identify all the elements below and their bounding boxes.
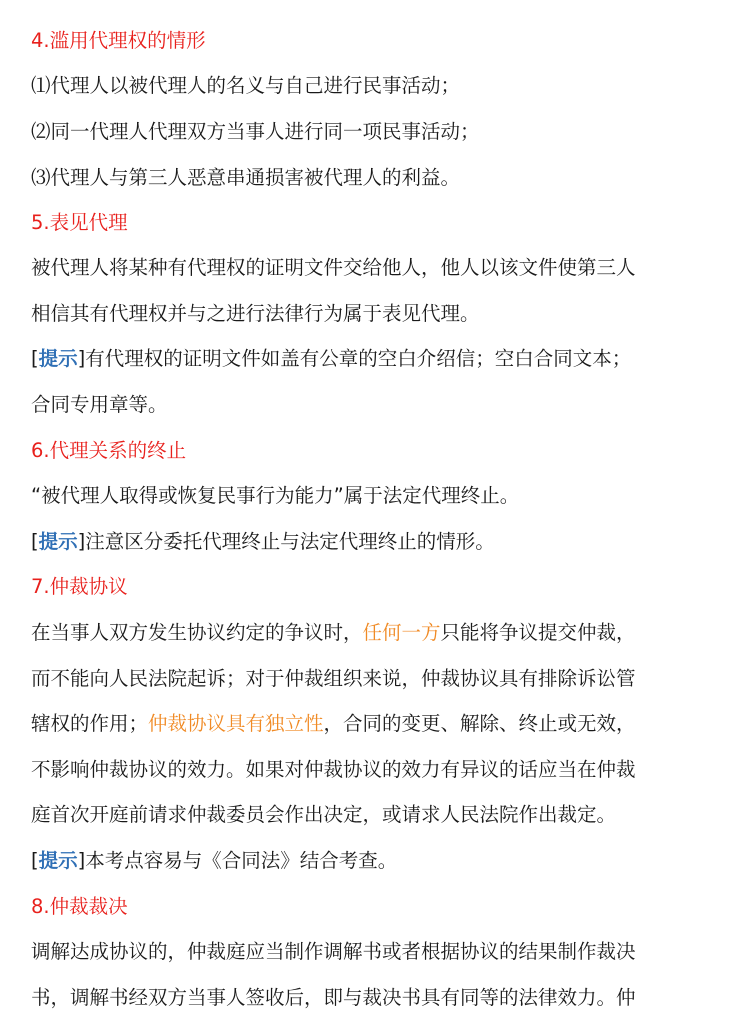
section-5-body-line-2: 相信其有代理权并与之进行法律行为属于表见代理。	[31, 302, 480, 325]
tip-close-bracket: ]	[77, 347, 86, 370]
section-7-line-3-c: ，合同的变更、解除、终止或无效，	[323, 712, 636, 735]
tip-open-bracket: [	[31, 849, 39, 872]
section-7-line-1-a: 在当事人双方发生协议约定的争议时，	[31, 621, 363, 644]
section-7-line-1-c: 只能将争议提交仲裁，	[440, 621, 636, 644]
section-7-line-5: 庭首次开庭前请求仲裁委员会作出决定，或请求人民法院作出裁定。	[31, 803, 617, 826]
section-7-line-3-a: 辖权的作用；	[31, 712, 149, 735]
tip-close-bracket: ]	[77, 530, 86, 553]
section-8-body-line-1: 调解达成协议的，仲裁庭应当制作调解书或者根据协议的结果制作裁决	[31, 940, 636, 963]
section-7-highlight-any-party: 任何一方	[362, 621, 441, 644]
tip-label: 提示	[38, 347, 78, 370]
section-5-title: 5.表见代理	[31, 211, 128, 234]
section-6-title: 6.代理关系的终止	[31, 439, 187, 462]
section-7-tip-line	[31, 846, 397, 876]
section-4-item-3: ⑶代理人与第三人恶意串通损害被代理人的利益。	[31, 166, 461, 189]
section-7-line-3	[31, 709, 636, 739]
section-4-item-2: ⑵同一代理人代理双方当事人进行同一项民事活动；	[31, 120, 480, 143]
section-4-title: 4.滥用代理权的情形	[31, 29, 206, 52]
section-7-line-2: 而不能向人民法院起诉；对于仲裁组织来说，仲裁协议具有排除诉讼管	[31, 667, 636, 690]
section-8-title: 8.仲裁裁决	[31, 895, 128, 918]
section-7-title: 7.仲裁协议	[31, 575, 128, 598]
section-6-tip-line	[31, 527, 495, 557]
section-5-body-line-1: 被代理人将某种有代理权的证明文件交给他人，他人以该文件使第三人	[31, 256, 636, 279]
tip-label: 提示	[38, 530, 78, 553]
section-4-item-1: ⑴代理人以被代理人的名义与自己进行民事活动；	[31, 74, 461, 97]
section-7-line-1	[31, 618, 636, 648]
section-8-body-line-2: 书，调解书经双方当事人签收后，即与裁决书具有同等的法律效力。仲	[31, 986, 636, 1009]
section-6-tip-text: 注意区分委托代理终止与法定代理终止的情形。	[85, 530, 495, 553]
section-5-tip-line-2: 合同专用章等。	[31, 393, 168, 416]
section-7-highlight-independence: 仲裁协议具有独立性	[148, 712, 324, 735]
section-5-tip-line-1	[31, 344, 631, 374]
section-5-tip-text-1: 有代理权的证明文件如盖有公章的空白介绍信；空白合同文本；	[85, 347, 632, 370]
tip-close-bracket: ]	[77, 849, 86, 872]
tip-open-bracket: [	[31, 530, 39, 553]
section-7-line-4: 不影响仲裁协议的效力。如果对仲裁协议的效力有异议的话应当在仲裁	[31, 758, 636, 781]
tip-label: 提示	[38, 849, 78, 872]
section-6-body: “被代理人取得或恢复民事行为能力”属于法定代理终止。	[31, 484, 520, 507]
section-7-tip-text: 本考点容易与《合同法》结合考查。	[85, 849, 398, 872]
tip-open-bracket: [	[31, 347, 39, 370]
